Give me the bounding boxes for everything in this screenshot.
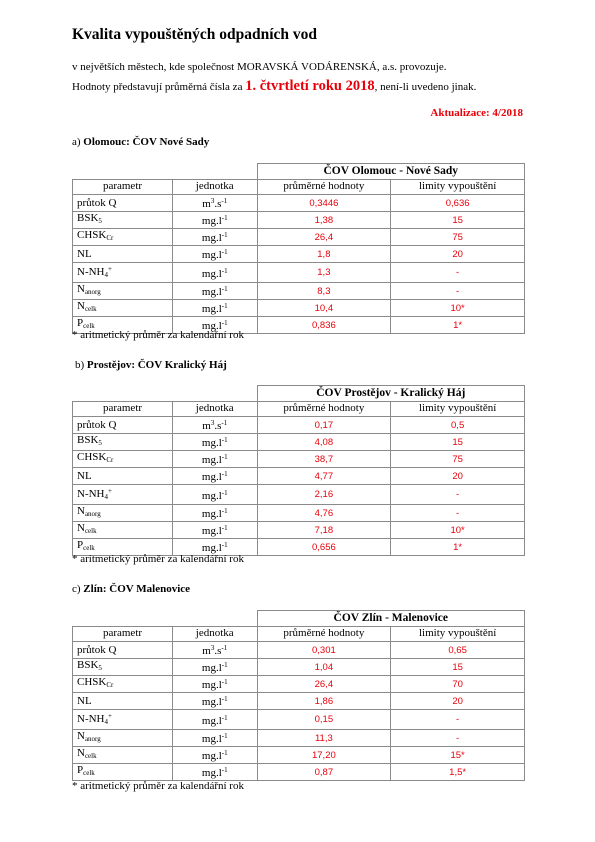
unit-exponent: -1 [221, 507, 228, 516]
plant-header: ČOV Prostějov - Kralický Háj [257, 386, 525, 402]
average-value: 0,656 [257, 539, 391, 556]
unit-base: mg.l [201, 232, 222, 245]
unit-base: mg.l [201, 525, 222, 538]
average-value: 1,8 [257, 246, 391, 263]
header-blank [73, 164, 173, 180]
table-row [73, 659, 525, 676]
parameter-subscript: 4 [104, 718, 108, 727]
column-header-limit: limity vypouštění [391, 179, 525, 195]
average-value: 38,7 [257, 451, 391, 468]
parameter-superscript: + [108, 265, 112, 274]
average-value: 4,77 [257, 468, 391, 485]
unit-base: mg.l [201, 267, 222, 280]
unit-base: mg.l [201, 696, 222, 709]
column-header-avg: průměrné hodnoty [257, 179, 391, 195]
parameter-subscript: anorg [84, 510, 101, 519]
parameter-cell [73, 642, 173, 659]
average-value: 8,3 [257, 283, 391, 300]
parameter-name: BSK [77, 434, 99, 447]
limit-value: 1,5* [391, 764, 525, 781]
unit-exponent: -1 [221, 766, 228, 775]
column-header-param: parametr [73, 401, 173, 417]
footnote: * aritmetický průměr za kalendářní rok [72, 780, 244, 792]
parameter-name: CHSK [77, 229, 107, 242]
quality-table [72, 385, 525, 556]
parameter-subscript: 5 [98, 664, 102, 673]
table-row [73, 212, 525, 229]
unit-cell [173, 300, 258, 317]
table-row [73, 642, 525, 659]
parameter-name: BSK [77, 659, 99, 672]
average-value: 1,3 [257, 263, 391, 283]
parameter-superscript: + [108, 487, 112, 496]
intro-line-1: v největších městech, kde společnost MORAVSKÁ VODÁRENSKÁ, a.s. provozuje. [72, 61, 447, 73]
unit-cell [173, 747, 258, 764]
table-row [73, 747, 525, 764]
unit-exponent: -1 [221, 248, 228, 257]
unit-base: mg.l [201, 714, 222, 727]
unit-base: mg.l [201, 767, 222, 780]
table-row [73, 246, 525, 263]
column-header-param: parametr [73, 179, 173, 195]
unit-exponent-2: -1 [221, 419, 228, 428]
unit-cell [173, 246, 258, 263]
footnote: * aritmetický průměr za kalendářní rok [72, 553, 244, 565]
unit-base: mg.l [201, 750, 222, 763]
average-value: 1,86 [257, 693, 391, 710]
table-row [73, 693, 525, 710]
unit-exponent: -1 [221, 541, 228, 550]
unit-base: m [202, 645, 211, 658]
table-row [73, 764, 525, 781]
section-name: Olomouc: ČOV Nové Sady [83, 136, 210, 148]
unit-cell [173, 212, 258, 229]
parameter-subscript: celk [84, 527, 97, 536]
unit-cell [173, 434, 258, 451]
update-date: Aktualizace: 4/2018 [430, 107, 523, 119]
average-value: 2,16 [257, 485, 391, 505]
table-header-row [73, 386, 525, 402]
unit-cell [173, 659, 258, 676]
unit-exponent: -1 [221, 285, 228, 294]
average-value: 4,76 [257, 505, 391, 522]
limit-value: 1* [391, 539, 525, 556]
unit-cell [173, 229, 258, 246]
section-prefix: c) [72, 583, 81, 595]
average-value: 0,301 [257, 642, 391, 659]
limit-value: 0,65 [391, 642, 525, 659]
unit-cell [173, 195, 258, 212]
unit-exponent: -1 [221, 488, 228, 497]
table-header-row [73, 164, 525, 180]
header-blank [73, 386, 173, 402]
unit-exponent: -1 [221, 214, 228, 223]
limit-value: 10* [391, 522, 525, 539]
parameter-name: N [77, 730, 85, 743]
unit-base: mg.l [201, 249, 222, 262]
parameter-subscript: 4 [104, 493, 108, 502]
average-value: 1,04 [257, 659, 391, 676]
parameter-subscript: anorg [84, 735, 101, 744]
parameter-cell [73, 300, 173, 317]
parameter-name: průtok Q [77, 418, 117, 431]
limit-value: 15 [391, 659, 525, 676]
header-blank [173, 386, 258, 402]
average-value: 26,4 [257, 676, 391, 693]
average-value: 7,18 [257, 522, 391, 539]
unit-cell [173, 642, 258, 659]
unit-exponent: 3 [210, 644, 215, 653]
column-header-unit: jednotka [173, 179, 258, 195]
plant-header: ČOV Olomouc - Nové Sady [257, 164, 525, 180]
section-heading [72, 136, 209, 148]
parameter-subscript: 4 [104, 271, 108, 280]
unit-exponent: 3 [210, 197, 215, 206]
parameter-subscript: celk [83, 322, 95, 331]
unit-base: mg.l [201, 542, 222, 555]
period-highlight: 1. čtvrtletí roku 2018 [245, 78, 375, 94]
average-value: 10,4 [257, 300, 391, 317]
table-row [73, 522, 525, 539]
unit-exponent: -1 [221, 695, 228, 704]
unit-exponent: -1 [221, 266, 228, 275]
table-row [73, 730, 525, 747]
unit-exponent: -1 [221, 302, 228, 311]
unit-cell [173, 522, 258, 539]
unit-exponent: -1 [221, 732, 228, 741]
parameter-subscript: 5 [98, 439, 102, 448]
parameter-name: průtok Q [77, 196, 117, 209]
column-header-limit: limity vypouštění [391, 401, 525, 417]
unit-base: m [202, 198, 211, 211]
parameter-cell [73, 693, 173, 710]
column-header-row [73, 179, 525, 195]
header-blank [73, 611, 173, 627]
parameter-subscript: celk [83, 544, 95, 553]
limit-value: 1* [391, 317, 525, 334]
parameter-cell [73, 747, 173, 764]
average-value: 26,4 [257, 229, 391, 246]
parameter-subscript: 5 [98, 217, 102, 226]
column-header-unit: jednotka [173, 626, 258, 642]
unit-rest: .s [214, 198, 222, 211]
parameter-cell [73, 730, 173, 747]
limit-value: - [391, 730, 525, 747]
column-header-avg: průměrné hodnoty [257, 626, 391, 642]
unit-cell [173, 263, 258, 283]
unit-exponent: -1 [221, 453, 228, 462]
parameter-cell [73, 451, 173, 468]
limit-value: 15 [391, 212, 525, 229]
column-header-row [73, 626, 525, 642]
unit-exponent: -1 [221, 661, 228, 670]
parameter-cell [73, 246, 173, 263]
limit-value: 20 [391, 468, 525, 485]
column-header-avg: průměrné hodnoty [257, 401, 391, 417]
limit-value: - [391, 283, 525, 300]
unit-rest: .s [214, 420, 222, 433]
limit-value: 15 [391, 434, 525, 451]
parameter-cell [73, 229, 173, 246]
parameter-cell [73, 659, 173, 676]
parameter-name: CHSK [77, 451, 107, 464]
parameter-name: NL [77, 694, 92, 707]
parameter-cell [73, 212, 173, 229]
unit-exponent: 3 [210, 419, 215, 428]
section-heading [72, 583, 190, 595]
intro-line-2-end: , není-li uvedeno jinak. [374, 81, 477, 93]
unit-rest: .s [214, 645, 222, 658]
unit-base: mg.l [201, 437, 222, 450]
parameter-name: průtok Q [77, 643, 117, 656]
parameter-cell [73, 522, 173, 539]
column-header-param: parametr [73, 626, 173, 642]
parameter-name: P [77, 539, 84, 552]
table-row [73, 195, 525, 212]
limit-value: 15* [391, 747, 525, 764]
parameter-name: BSK [77, 212, 99, 225]
section-name: Zlín: ČOV Malenovice [83, 583, 191, 595]
unit-exponent: -1 [221, 319, 228, 328]
unit-base: mg.l [201, 489, 222, 502]
header-blank [173, 611, 258, 627]
limit-value: 0,636 [391, 195, 525, 212]
parameter-name: N [77, 522, 85, 535]
limit-value: 75 [391, 229, 525, 246]
parameter-cell [73, 710, 173, 730]
unit-exponent: -1 [221, 436, 228, 445]
table-row [73, 417, 525, 434]
table-row [73, 434, 525, 451]
parameter-name: N [77, 505, 85, 518]
footnote: * aritmetický průměr za kalendářní rok [72, 329, 244, 341]
unit-cell [173, 505, 258, 522]
average-value: 0,17 [257, 417, 391, 434]
parameter-name: N-NH [77, 713, 105, 726]
table-row [73, 485, 525, 505]
parameter-cell [73, 263, 173, 283]
section-heading [75, 359, 227, 371]
unit-cell [173, 451, 258, 468]
parameter-name: NL [77, 247, 92, 260]
average-value: 11,3 [257, 730, 391, 747]
table-row [73, 229, 525, 246]
unit-base: mg.l [201, 508, 222, 521]
section-prefix: a) [72, 136, 81, 148]
average-value: 0,836 [257, 317, 391, 334]
limit-value: - [391, 263, 525, 283]
table-row [73, 710, 525, 730]
parameter-cell [73, 764, 173, 781]
parameter-subscript: celk [84, 305, 97, 314]
parameter-name: N-NH [77, 488, 105, 501]
unit-base: mg.l [201, 471, 222, 484]
parameter-cell [73, 485, 173, 505]
parameter-subscript: Cr [106, 681, 114, 690]
parameter-cell [73, 434, 173, 451]
average-value: 17,20 [257, 747, 391, 764]
unit-cell [173, 764, 258, 781]
average-value: 0,87 [257, 764, 391, 781]
unit-exponent: -1 [221, 678, 228, 687]
unit-cell [173, 468, 258, 485]
header-blank [173, 164, 258, 180]
unit-base: mg.l [201, 320, 222, 333]
quality-table [72, 163, 525, 334]
parameter-cell [73, 505, 173, 522]
parameter-subscript: anorg [84, 288, 101, 297]
unit-exponent: -1 [221, 470, 228, 479]
unit-cell [173, 710, 258, 730]
parameter-cell [73, 195, 173, 212]
unit-exponent: -1 [221, 749, 228, 758]
parameter-name: N [77, 747, 85, 760]
limit-value: 20 [391, 246, 525, 263]
column-header-limit: limity vypouštění [391, 626, 525, 642]
unit-cell [173, 730, 258, 747]
parameter-name: NL [77, 469, 92, 482]
limit-value: 0,5 [391, 417, 525, 434]
unit-exponent-2: -1 [221, 197, 228, 206]
unit-cell [173, 676, 258, 693]
unit-exponent: -1 [221, 524, 228, 533]
unit-exponent: -1 [221, 713, 228, 722]
quality-table [72, 610, 525, 781]
column-header-unit: jednotka [173, 401, 258, 417]
parameter-cell [73, 283, 173, 300]
unit-exponent: -1 [221, 231, 228, 240]
parameter-subscript: celk [84, 752, 97, 761]
unit-cell [173, 417, 258, 434]
parameter-cell [73, 676, 173, 693]
plant-header: ČOV Zlín - Malenovice [257, 611, 525, 627]
parameter-subscript: Cr [106, 234, 114, 243]
unit-base: mg.l [201, 303, 222, 316]
unit-base: mg.l [201, 286, 222, 299]
parameter-name: N [77, 300, 85, 313]
limit-value: - [391, 505, 525, 522]
limit-value: 20 [391, 693, 525, 710]
parameter-name: P [77, 764, 84, 777]
page-title: Kvalita vypouštěných odpadních vod [72, 26, 318, 43]
section-prefix: b) [75, 359, 85, 371]
limit-value: - [391, 485, 525, 505]
limit-value: 75 [391, 451, 525, 468]
table-row [73, 468, 525, 485]
average-value: 4,08 [257, 434, 391, 451]
parameter-subscript: Cr [106, 456, 114, 465]
table-row [73, 505, 525, 522]
table-header-row [73, 611, 525, 627]
unit-cell [173, 485, 258, 505]
unit-cell [173, 283, 258, 300]
average-value: 0,3446 [257, 195, 391, 212]
table-row [73, 300, 525, 317]
parameter-cell [73, 468, 173, 485]
parameter-name: N [77, 283, 85, 296]
unit-exponent-2: -1 [221, 644, 228, 653]
unit-base: mg.l [201, 215, 222, 228]
limit-value: 10* [391, 300, 525, 317]
parameter-name: CHSK [77, 676, 107, 689]
parameter-subscript: celk [83, 769, 95, 778]
table-row [73, 283, 525, 300]
parameter-superscript: + [108, 712, 112, 721]
intro-line-2 [72, 78, 476, 95]
parameter-cell [73, 417, 173, 434]
average-value: 1,38 [257, 212, 391, 229]
limit-value: 70 [391, 676, 525, 693]
parameter-name: N-NH [77, 266, 105, 279]
intro-line-2-start: Hodnoty představují průměrná čísla za [72, 81, 246, 93]
section-name: Prostějov: ČOV Kralický Háj [86, 359, 227, 371]
table-row [73, 676, 525, 693]
unit-base: m [202, 420, 211, 433]
column-header-row [73, 401, 525, 417]
unit-cell [173, 693, 258, 710]
average-value: 0,15 [257, 710, 391, 730]
parameter-name: P [77, 317, 84, 330]
unit-base: mg.l [201, 733, 222, 746]
table-row [73, 451, 525, 468]
limit-value: - [391, 710, 525, 730]
unit-base: mg.l [201, 454, 222, 467]
unit-base: mg.l [201, 679, 222, 692]
unit-base: mg.l [201, 662, 222, 675]
table-row [73, 263, 525, 283]
